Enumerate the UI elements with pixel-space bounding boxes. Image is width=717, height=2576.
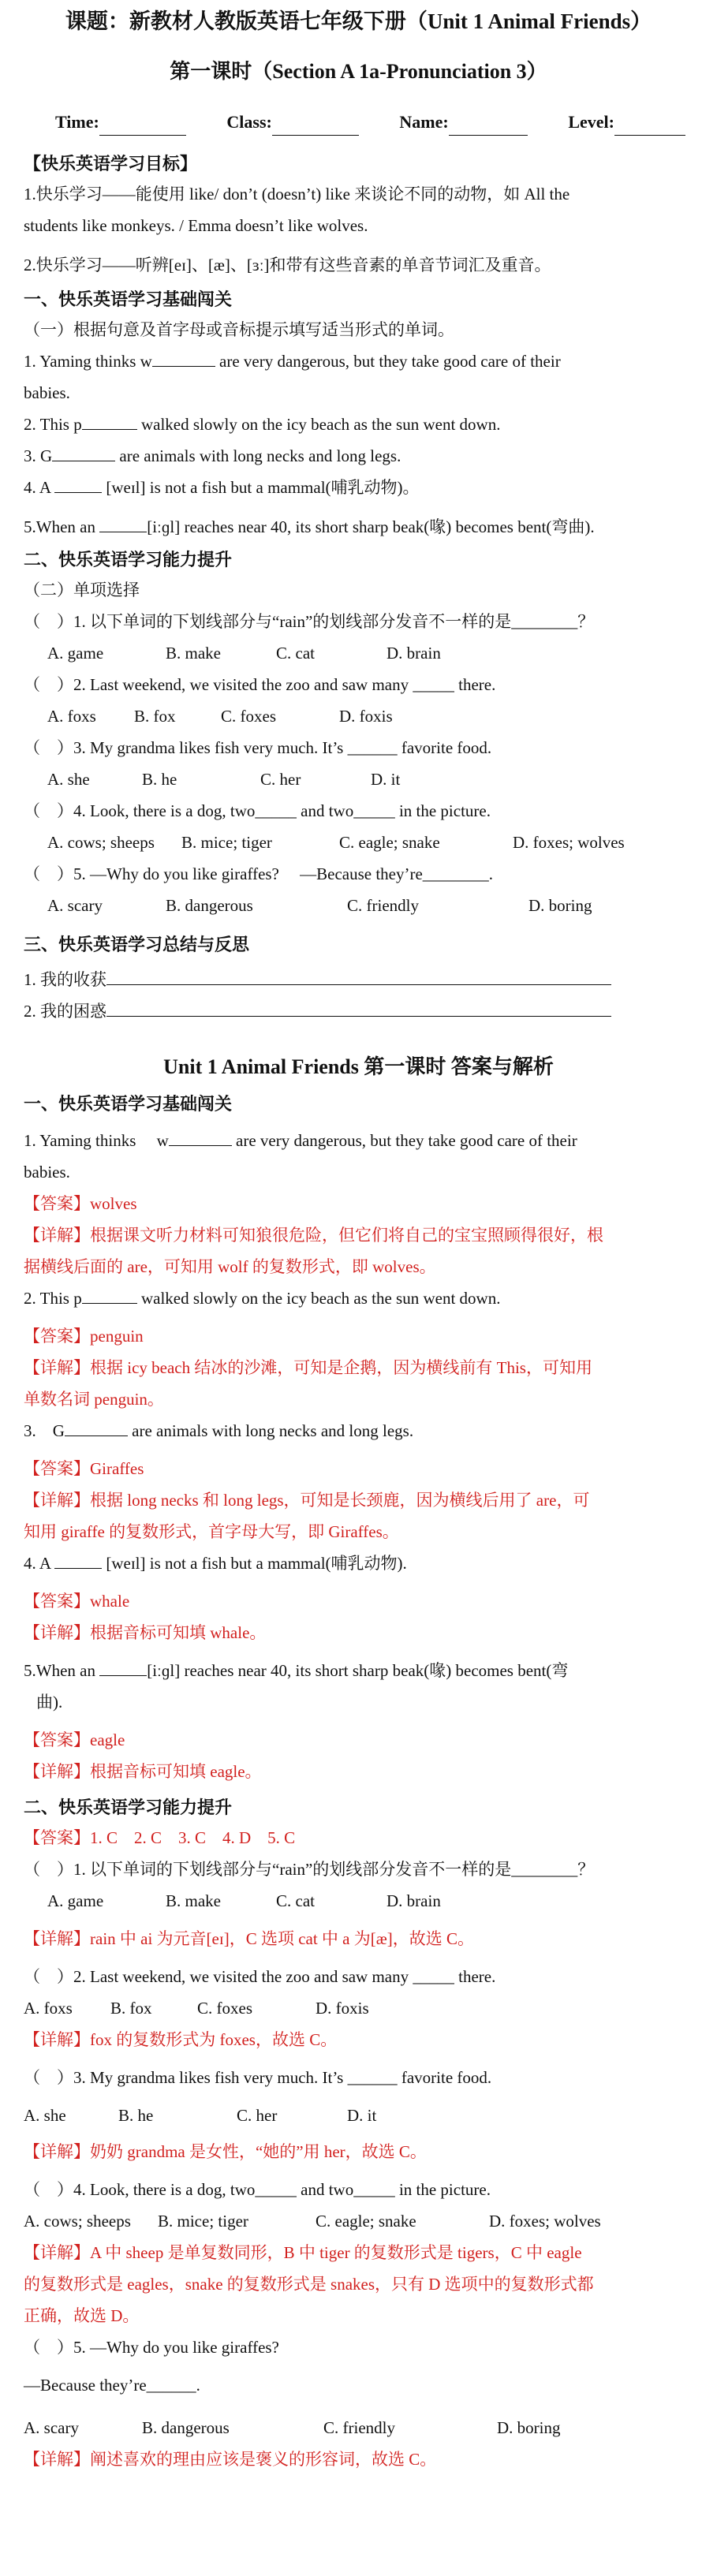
part3-heading: 三、快乐英语学习总结与反思 [24, 935, 250, 954]
answer-q1-cont: babies. [24, 1163, 70, 1182]
answer-mc-options-4: A. cows; sheeps B. mice; tiger C. eagle; snake D. foxes; wolves [24, 2212, 601, 2231]
fill-question-1-cont: babies. [24, 383, 70, 402]
answer-mc-2: （ ）2. Last weekend, we visited the zoo and saw many _____ there. [24, 1967, 496, 1986]
answer-mc-options-5: A. scary B. dangerous C. friendly D. boring [24, 2418, 561, 2437]
answers-mc-key: 【答案】1. C 2. C 3. C 4. D 5. C [24, 1828, 296, 1847]
mc-question-2: （ ）2. Last weekend, we visited the zoo and saw many _____ there. [24, 675, 496, 694]
answer-1-explain-1: 【详解】根据课文听力材料可知狼很危险，但它们将自己的宝宝照顾得很好，根 [24, 1226, 603, 1245]
answer-5-explain: 【详解】根据音标可知填 eagle。 [24, 1762, 262, 1781]
answer-2-explain-1: 【详解】根据 icy beach 结冰的沙滩，可知是企鹅，因为横线前有 This，可知用 [24, 1358, 592, 1377]
goal-1-line-2: students like monkeys. / Emma doesn’t like wolves. [24, 216, 368, 235]
part2-heading: 二、快乐英语学习能力提升 [24, 550, 233, 569]
answer-3-key: 【答案】Giraffes [24, 1459, 144, 1478]
class-field[interactable]: Class: [226, 109, 358, 136]
answer-4-key: 【答案】whale [24, 1592, 130, 1611]
answer-mc-3-explain: 【详解】奶奶 grandma 是女性，“她的”用 her，故选 C。 [24, 2142, 427, 2161]
fill-question-1: 1. Yaming thinks w are very dangerous, but they take good care of their [24, 345, 693, 377]
answer-5-key: 【答案】eagle [24, 1730, 125, 1749]
fill-question-2: 2. This p walked slowly on the icy beach as the sun went down. [24, 409, 693, 440]
goal-2: 2.快乐学习——听辨[eɪ]、[æ]、[ɜː]和带有这些音素的单音节词汇及重音。 [24, 256, 551, 274]
mc-options-1: A. game B. make C. cat D. brain [47, 644, 441, 663]
part2-instruction: （二）单项选择 [24, 581, 140, 599]
answer-mc-2-explain: 【详解】fox 的复数形式为 foxes，故选 C。 [24, 2030, 338, 2049]
reflection-gains[interactable]: 1. 我的收获 [24, 964, 693, 995]
goal-1-line-1: 1.快乐学习——能使用 like/ don’t (doesn’t) like 来谈论不同的动物，如 All the [24, 185, 570, 203]
goals-heading: 【快乐英语学习目标】 [24, 154, 198, 174]
answer-1-explain-2: 据横线后面的 are，可知用 wolf 的复数形式，即 wolves。 [24, 1257, 436, 1276]
answer-mc-3: （ ）3. My grandma likes fish very much. It’s ______ favorite food. [24, 2068, 492, 2087]
fill-question-4: 4. A [weɪl] is not a fish but a mammal(哺乳动物)。 [24, 472, 693, 503]
answer-3-explain-2: 知用 giraffe 的复数形式，首字母大写，即 Giraffes。 [24, 1522, 399, 1541]
mc-question-4: （ ）4. Look, there is a dog, two_____ and two_____ in the picture. [24, 801, 491, 820]
answer-3-explain-1: 【详解】根据 long necks 和 long legs，可知是长颈鹿，因为横线后用了 are，可 [24, 1491, 590, 1510]
answers-part2-heading: 二、快乐英语学习能力提升 [24, 1798, 233, 1817]
fill-question-5: 5.When an [iːɡl] reaches near 40, its short sharp beak(喙) becomes bent(弯曲). [24, 511, 693, 543]
level-field[interactable]: Level: [568, 109, 685, 136]
answer-mc-5-explain: 【详解】阐述喜欢的理由应该是褒义的形容词，故选 C。 [24, 2450, 437, 2469]
mc-question-1: （ ）1. 以下单词的下划线部分与“rain”的划线部分发音不一样的是________？ [24, 612, 595, 631]
answers-title: Unit 1 Animal Friends 第一课时 答案与解析 [163, 1055, 554, 1078]
answer-q1: 1. Yaming thinks w are very dangerous, but they take good care of their [24, 1125, 693, 1156]
mc-options-3: A. she B. he C. her D. it [47, 770, 401, 789]
answer-q5: 5.When an [iːɡl] reaches near 40, its short sharp beak(喙) becomes bent(弯 [24, 1655, 693, 1686]
answers-part1-heading: 一、快乐英语学习基础闯关 [24, 1094, 233, 1114]
answer-q4: 4. A [weɪl] is not a fish but a mammal(哺乳动物). [24, 1547, 693, 1579]
student-info-row [55, 109, 685, 136]
answer-mc-options-3: A. she B. he C. her D. it [24, 2106, 377, 2125]
answer-mc-4-explain-1: 【详解】A 中 sheep 是单复数同形，B 中 tiger 的复数形式是 tigers，C 中 eagle [24, 2243, 582, 2262]
mc-options-5: A. scary B. dangerous C. friendly D. boring [47, 896, 592, 915]
page-subtitle: 第一课时（Section A 1a-Pronunciation 3） [170, 60, 547, 83]
answer-2-key: 【答案】penguin [24, 1327, 144, 1346]
answer-mc-5-cont: —Because they’re______. [24, 2376, 200, 2395]
name-field[interactable]: Name: [399, 109, 527, 136]
answer-q2: 2. This p walked slowly on the icy beach as the sun went down. [24, 1282, 693, 1314]
answer-mc-5: （ ）5. —Why do you like giraffes? [24, 2338, 279, 2357]
fill-question-3: 3. G are animals with long necks and long legs. [24, 440, 693, 472]
answer-mc-options-2: A. foxs B. fox C. foxes D. foxis [24, 1999, 369, 2018]
answer-mc-1-explain: 【详解】rain 中 ai 为元音[eɪ]，C 选项 cat 中 a 为[æ]，故选 C。 [24, 1929, 474, 1948]
time-field[interactable]: Time: [55, 109, 186, 136]
answer-mc-4-explain-3: 正确，故选 D。 [24, 2306, 140, 2325]
mc-options-2: A. foxs B. fox C. foxes D. foxis [47, 707, 393, 726]
answer-q3: 3. G are animals with long necks and long legs. [24, 1415, 693, 1447]
part1-instruction: （一）根据句意及首字母或音标提示填写适当形式的单词。 [24, 320, 454, 339]
answer-q5-cont: 曲). [36, 1693, 63, 1712]
answer-1-key: 【答案】wolves [24, 1194, 137, 1213]
part1-heading: 一、快乐英语学习基础闯关 [24, 289, 233, 309]
reflection-doubts[interactable]: 2. 我的困惑 [24, 995, 693, 1027]
mc-question-5: （ ）5. —Why do you like giraffes? —Because they’re________. [24, 864, 494, 883]
answer-mc-4: （ ）4. Look, there is a dog, two_____ and two_____ in the picture. [24, 2180, 491, 2199]
answer-2-explain-2: 单数名词 penguin。 [24, 1390, 164, 1409]
answer-mc-1: （ ）1. 以下单词的下划线部分与“rain”的划线部分发音不一样的是________？ [24, 1860, 595, 1879]
answer-mc-4-explain-2: 的复数形式是 eagles，snake 的复数形式是 snakes，只有 D 选项中的复数形式都 [24, 2275, 594, 2294]
answer-4-explain: 【详解】根据音标可知填 whale。 [24, 1623, 267, 1642]
page-title: 课题：新教材人教版英语七年级下册（Unit 1 Animal Friends） [65, 9, 652, 33]
mc-options-4: A. cows; sheeps B. mice; tiger C. eagle; snake D. foxes; wolves [47, 833, 625, 852]
answer-mc-options-1: A. game B. make C. cat D. brain [47, 1891, 441, 1910]
mc-question-3: （ ）3. My grandma likes fish very much. It’s ______ favorite food. [24, 738, 492, 757]
